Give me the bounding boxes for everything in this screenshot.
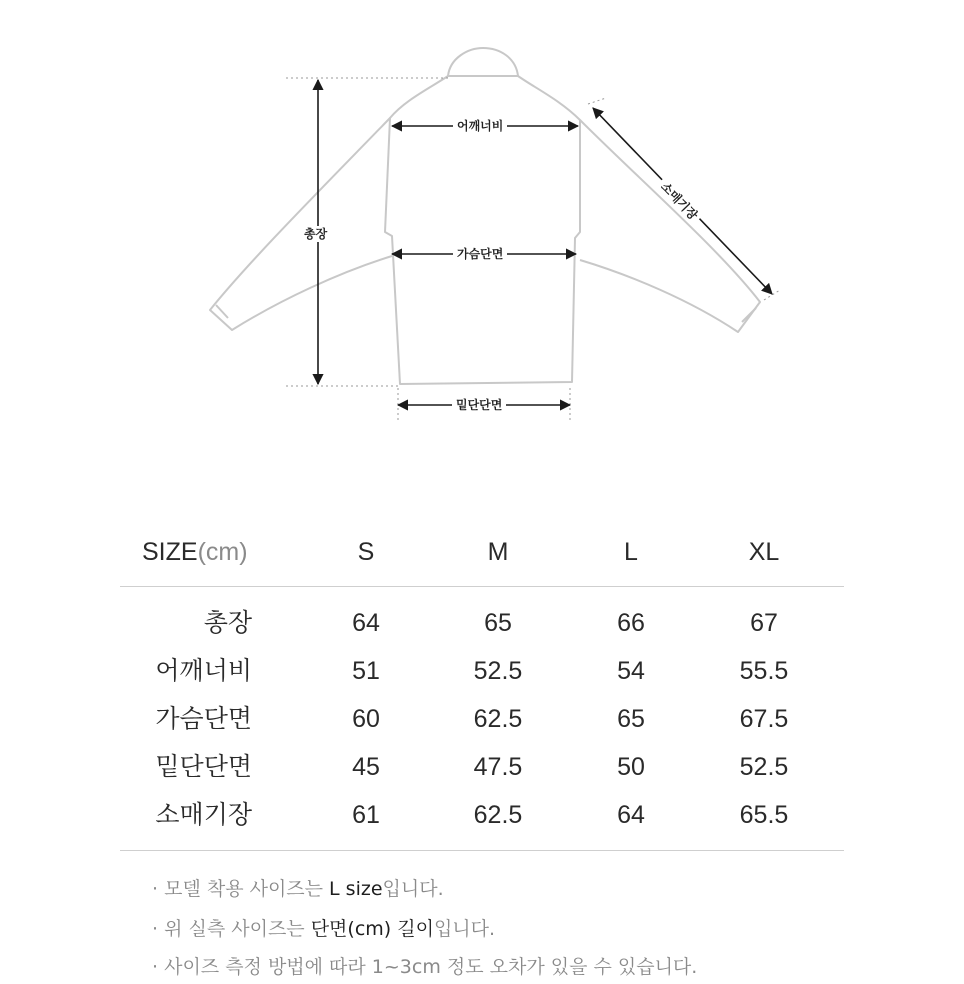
row-value: 67.5 [739,705,789,733]
note-bullet: · [152,918,159,940]
row-value: 52.5 [473,657,523,685]
guide-sleeve-bottom [764,290,780,300]
table-row [120,651,844,691]
note-item [152,872,444,906]
left-sleeve-outline [210,118,392,330]
table-row [120,795,844,835]
note-text: 위 실측 사이즈는 [164,918,311,940]
table-top-divider [120,586,844,587]
row-value: 64 [617,801,645,829]
chest-label: 가슴단면 [453,246,507,262]
size-col-s: S [357,538,375,566]
right-sleeve-outline [580,120,760,332]
row-value: 52.5 [739,753,789,781]
size-header-unit: (cm) [197,538,248,566]
table-bottom-divider [120,850,844,851]
total-length-label: 총장 [300,226,331,242]
row-value: 55.5 [739,657,789,685]
row-label: 밑단단면 [155,753,252,781]
row-value: 62.5 [473,705,523,733]
measurement-arrows [318,80,772,405]
row-label: 어깨너비 [155,657,252,685]
row-value: 65 [484,609,512,637]
table-row [120,603,844,643]
note-bullet: · [152,878,159,900]
jacket-outline [210,48,760,384]
row-value: 66 [617,609,645,637]
guide-sleeve-top [588,98,606,104]
row-value: 62.5 [473,801,523,829]
row-label: 소매기장 [155,801,252,829]
collar-outline [448,48,518,76]
guide-lines [286,78,780,420]
note-text-end: 입니다. [433,918,496,940]
row-value: 64 [352,609,380,637]
row-value: 45 [352,753,380,781]
note-text: 모델 착용 사이즈는 [164,878,330,900]
row-value: 47.5 [473,753,523,781]
row-label: 가슴단면 [155,705,252,733]
row-value: 60 [352,705,380,733]
size-diagram [0,0,964,460]
size-col-l: L [624,538,638,566]
right-cuff-line [742,308,756,322]
table-header-row [120,532,844,572]
note-item [152,912,495,946]
note-bullet: · [152,956,159,978]
note-item [152,950,697,984]
jacket-outline-drawing [0,0,964,460]
row-value: 54 [617,657,645,685]
row-value: 65.5 [739,801,789,829]
sleeve-label: 소매기장 [655,176,704,226]
row-label: 총장 [203,609,252,637]
row-value: 51 [352,657,380,685]
row-value: 61 [352,801,380,829]
hem-label: 밑단단면 [452,397,506,413]
table-row [120,747,844,787]
size-header-label: SIZE [142,538,198,566]
note-text: 사이즈 측정 방법에 따라 1~3cm 정도 오차가 있을 수 있습니다. [164,956,698,978]
row-value: 65 [617,705,645,733]
shoulder-label: 어깨너비 [453,118,507,134]
note-emphasis: 단면(cm) 길이 [310,918,434,940]
table-row [120,699,844,739]
row-value: 50 [617,753,645,781]
note-emphasis: L size [329,878,383,900]
size-col-xl: XL [748,538,780,566]
note-text-end: 입니다. [382,878,444,900]
size-col-m: M [487,538,509,566]
row-value: 67 [750,609,778,637]
